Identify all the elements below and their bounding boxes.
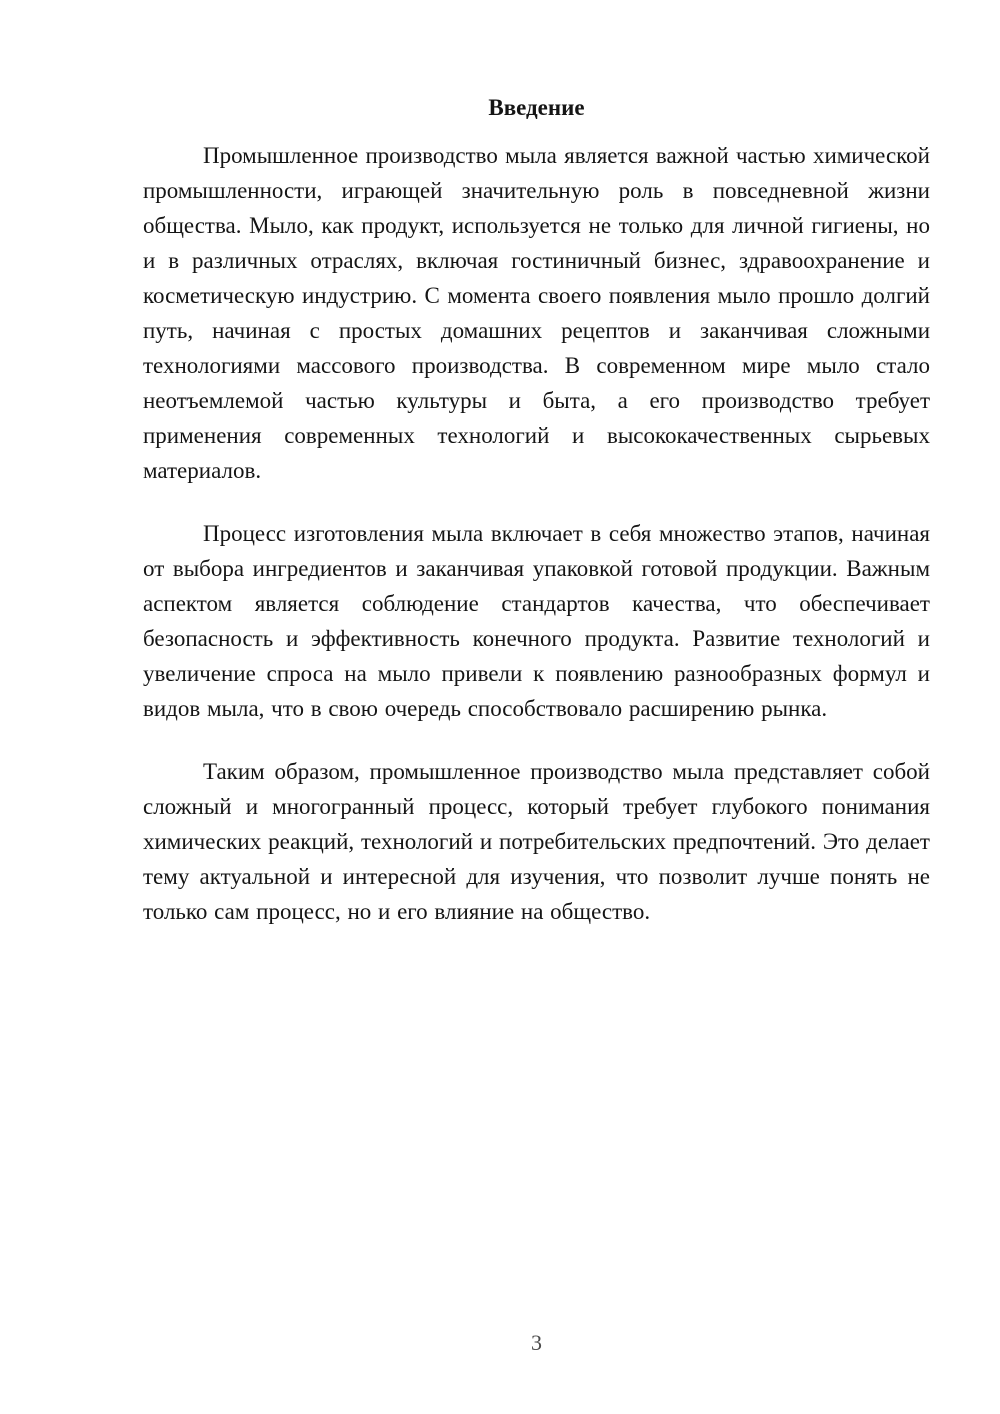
page-title: Введение [488,95,585,120]
page-footer [143,1328,930,1358]
paragraph-intro-3: Таким образом, промышленное производство мыла представляет собой сложный и многогранный процесс, который требует глубокого понимания химических реакций, технологий и потребительских предпочтений. Это делает тему актуальной и интересной для изучения, что позволит лучше понять не только сам процесс, но и его влияние на общество. [143,759,930,924]
document-content [143,90,930,957]
paragraph-intro-2: Процесс изготовления мыла включает в себя множество этапов, начиная от выбора ингредиентов и заканчивая упаковкой готовой продукции. Важным аспектом является соблюдение стандартов качества, что обеспечивает безопасность и эффективность конечного продукта. Развитие технологий и увеличение спроса на мыло привели к появлению разнообразных формул и видов мыла, что в свою очередь способствовало расширению рынка. [143,521,930,721]
paragraph-intro-1: Промышленное производство мыла является важной частью химической промышленности, играющей значительную роль в повседневной жизни общества. Мыло, как продукт, используется не только для личной гигиены, но и в различных отраслях, включая гостиничный бизнес, здравоохранение и косметическую индустрию. С момента своего появления мыло прошло долгий путь, начиная с простых домашних рецептов и заканчивая сложными технологиями массового производства. В современном мире мыло стало неотъемлемой частью культуры и быта, а его производство требует применения современных технологий и высококачественных сырьевых материалов. [143,143,930,483]
page-number: 3 [531,1330,542,1355]
